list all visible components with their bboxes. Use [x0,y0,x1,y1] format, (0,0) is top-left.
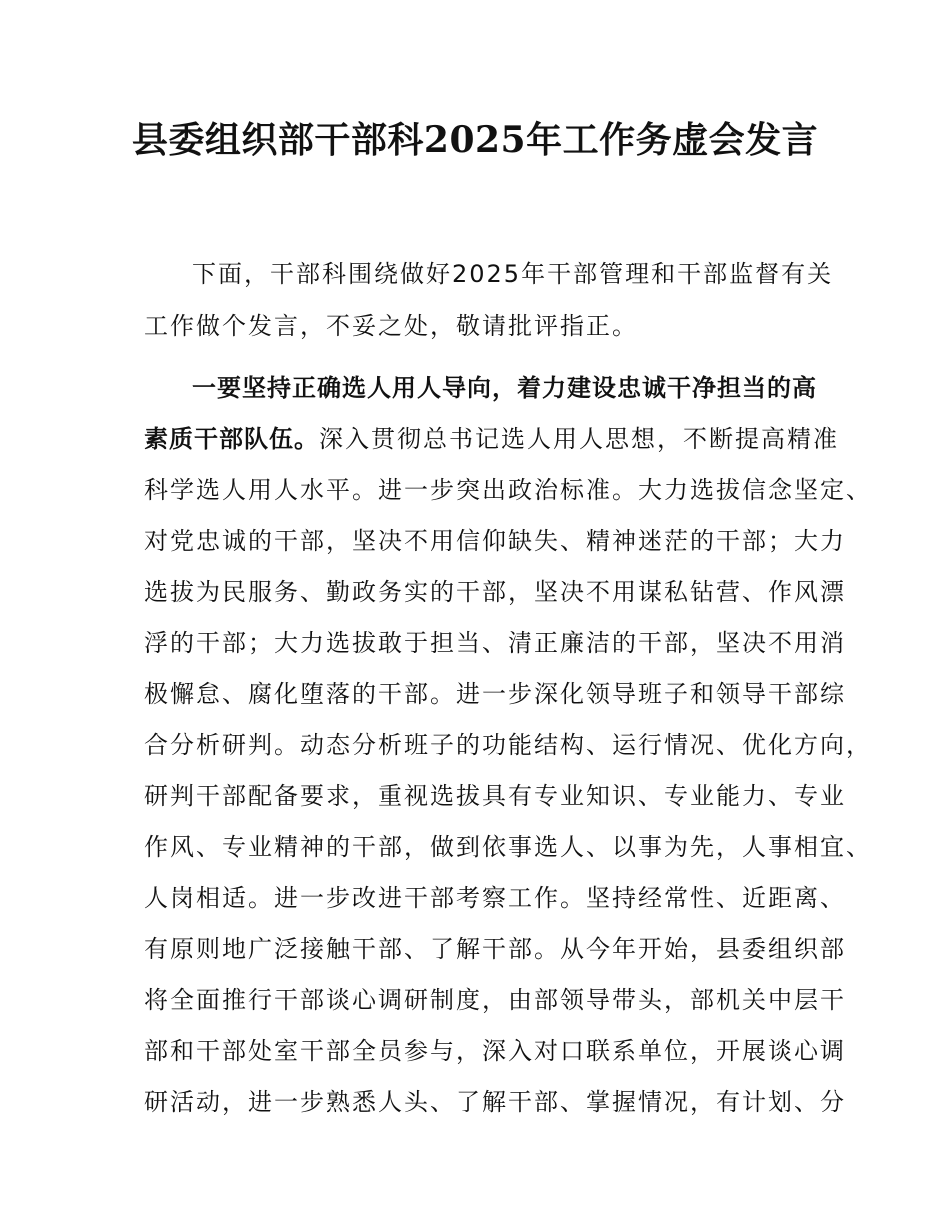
body-line-9: 人岗相适。进一步改进干部考察工作。坚持经常性、近距离、 [144,884,846,912]
section1-line-2 [144,424,839,454]
section1-line-2-text: 深入贯彻总书记选人用人思想，不断提高精准 [319,425,839,453]
body-line-4: 浮的干部；大力选拔敢于担当、清正廉洁的干部，坚决不用消 [144,629,846,657]
document-title: 县委组织部干部科2025年工作务虚会发言 [131,119,819,161]
body-line-1: 科学选人用人水平。进一步突出政治标准。大力选拔信念坚定、 [144,476,872,504]
body-line-5: 极懈怠、腐化堕落的干部。进一步深化领导班子和领导干部综 [144,680,846,708]
body-line-8: 作风、专业精神的干部，做到依事选人、以事为先，人事相宜、 [144,833,872,861]
section1-heading-line-2: 素质干部队伍。 [144,425,319,453]
body-line-12: 部和干部处室干部全员参与，深入对口联系单位，开展谈心调 [144,1037,846,1065]
intro-line-1: 下面，干部科围绕做好2025年干部管理和干部监督有关 [192,260,834,288]
intro-line-2: 工作做个发言，不妥之处，敬请批评指正。 [144,312,638,340]
section1-heading-line-1: 一要坚持正确选人用人导向，着力建设忠诚干净担当的高 [192,374,817,402]
body-line-3: 选拔为民服务、勤政务实的干部，坚决不用谋私钻营、作风漂 [144,578,846,606]
body-line-10: 有原则地广泛接触干部、了解干部。从今年开始，县委组织部 [144,935,846,963]
body-line-2: 对党忠诚的干部，坚决不用信仰缺失、精神迷茫的干部；大力 [144,527,846,555]
body-line-6: 合分析研判。动态分析班子的功能结构、运行情况、优化方向， [144,731,872,759]
body-line-7: 研判干部配备要求，重视选拔具有专业知识、专业能力、专业 [144,782,846,810]
body-line-13: 研活动，进一步熟悉人头、了解干部、掌握情况，有计划、分 [144,1088,846,1116]
body-line-11: 将全面推行干部谈心调研制度，由部领导带头，部机关中层干 [144,986,846,1014]
